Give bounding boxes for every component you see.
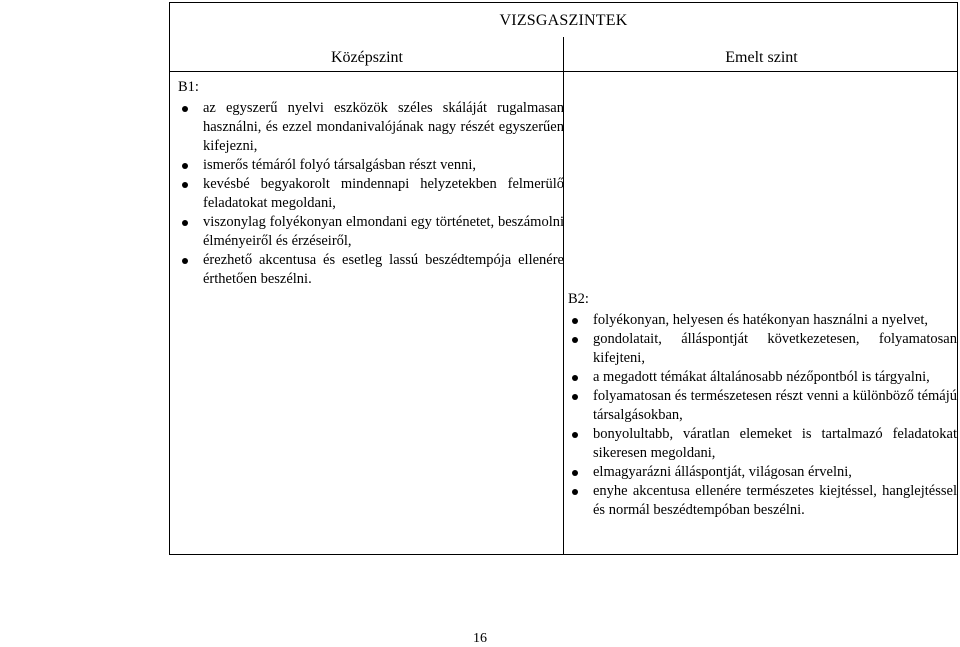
b2-competency-list [568, 311, 957, 520]
column-header-advanced: Emelt szint [725, 49, 798, 66]
list-item: folyékonyan, helyesen és hatékonyan használni a nyelvet, [568, 311, 957, 330]
list-item: az egyszerű nyelvi eszközök széles skáláját rugalmasan használni, és ezzel mondanivalójának nagy részét egyszerűen kifejezni, [178, 99, 564, 156]
list-item: viszonylag folyékonyan elmondani egy történetet, beszámolni élményeiről és érzéseiről, [178, 213, 564, 251]
list-item: a megadott témákat általánosabb nézőpontból is tárgyalni, [568, 368, 957, 387]
level-label-b1: B1: [178, 79, 199, 95]
list-item: érezhető akcentusa és esetleg lassú beszédtempója ellenére érthetően beszélni. [178, 251, 564, 289]
advanced-level-cell [568, 290, 957, 520]
exam-levels-table [169, 2, 958, 555]
column-header-intermediate: Középszint [331, 49, 403, 66]
list-item: gondolatait, álláspontját következetesen, folyamatosan kifejteni, [568, 330, 957, 368]
page-number: 16 [473, 631, 487, 646]
b1-competency-list [178, 99, 564, 289]
list-item: enyhe akcentusa ellenére természetes kiejtéssel, hanglejtéssel és normál beszédtempóban beszélni. [568, 482, 957, 520]
list-item: kevésbé begyakorolt mindennapi helyzetekben felmerülő feladatokat megoldani, [178, 175, 564, 213]
level-label-b2: B2: [568, 291, 589, 307]
list-item: ismerős témáról folyó társalgásban részt venni, [178, 156, 564, 175]
list-item: elmagyarázni álláspontját, világosan érvelni, [568, 463, 957, 482]
document-title: VIZSGASZINTEK [499, 12, 628, 29]
intermediate-level-cell [178, 78, 564, 289]
list-item: bonyolultabb, váratlan elemeket is tartalmazó feladatokat sikeresen megoldani, [568, 425, 957, 463]
list-item: folyamatosan és természetesen részt venni a különböző témájú társalgásokban, [568, 387, 957, 425]
